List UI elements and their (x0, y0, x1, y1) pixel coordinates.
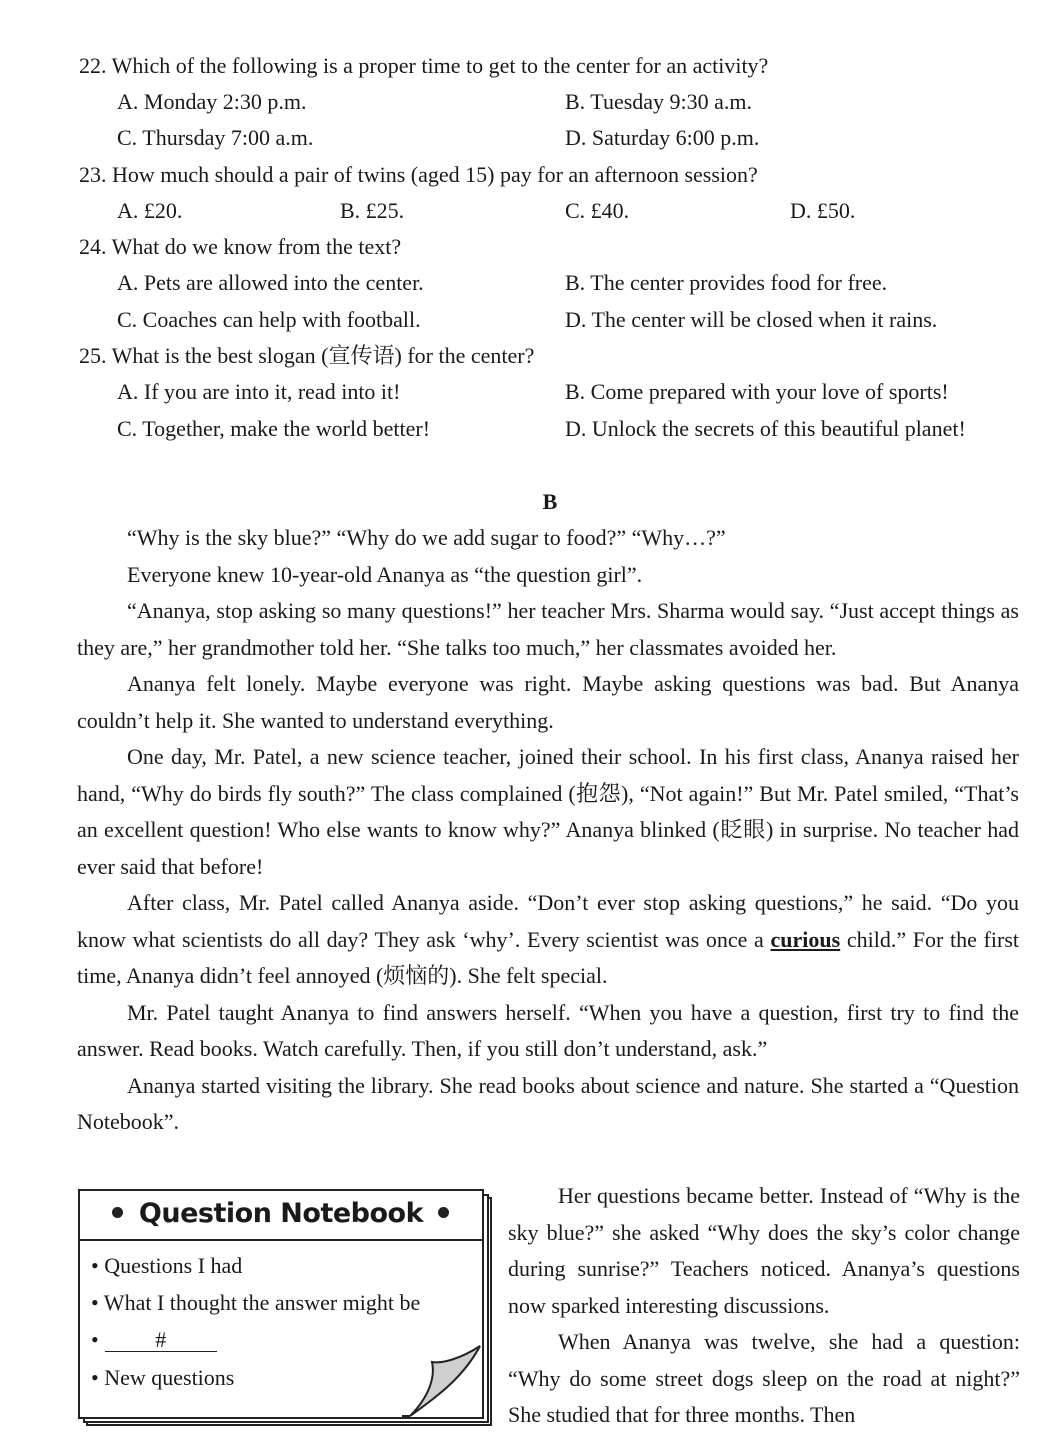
paragraph: Her questions became better. Instead of “Why is the sky blue?” she asked “Why does the sky’s color change during sunrise?” Teachers noticed. Ananya’s questions now sparked interesting discussions. (508, 1183, 1020, 1318)
paragraph: One day, Mr. Patel, a new science teacher, joined their school. In his first class, Ananya raised her hand, “Why do birds fly south?” The class complained (抱怨), “Not again!” But Mr. Patel smiled, “That’s an excellent question! Who else wants to know why?” Ananya blinked (眨眼) in surprise. No teacher had ever said that before! (77, 744, 1019, 879)
paragraph: Mr. Patel taught Ananya to find answers herself. “When you have a question, first try to find the answer. Read books. Watch carefully. Then, if you still don’t understand, ask.” (77, 999, 1019, 1061)
paragraph (77, 885, 1019, 995)
option-22b: B. Tuesday 9:30 a.m. (565, 89, 753, 114)
question-25: 25. What is the best slogan (宣传语) for the center? (79, 343, 535, 368)
option-23d: D. £50. (790, 198, 856, 223)
section-heading: B (542, 489, 558, 514)
question-22: 22. Which of the following is a proper time to get to the center for an activity? (79, 53, 769, 78)
paragraph: “Why is the sky blue?” “Why do we add sugar to food?” “Why…?” (127, 525, 726, 550)
option-22a: A. Monday 2:30 p.m. (117, 89, 307, 114)
option-24c: C. Coaches can help with football. (117, 307, 421, 332)
paragraph: “Ananya, stop asking so many questions!” her teacher Mrs. Sharma would say. “Just accept things as they are,” her grandmother told her. “She talks too much,” her classmates avoided her. (77, 598, 1019, 660)
option-22d: D. Saturday 6:00 p.m. (565, 125, 760, 150)
notebook-item: • What I thought the answer might be (91, 1290, 421, 1315)
question-24: 24. What do we know from the text? (79, 234, 402, 259)
option-24a: A. Pets are allowed into the center. (117, 270, 424, 295)
option-23a: A. £20. (117, 198, 183, 223)
paragraph-text: After class, Mr. Patel called Ananya aside. “Don’t ever stop asking questions,” he said. “Do you know what scientists do all day? They ask ‘why’. Every scientist was once a (77, 890, 1019, 952)
option-25d: D. Unlock the secrets of this beautiful planet! (565, 416, 966, 441)
notebook-item: • New questions (91, 1365, 235, 1390)
page-curl-icon (402, 1340, 488, 1420)
option-24d: D. The center will be closed when it rains. (565, 307, 938, 332)
option-23b: B. £25. (340, 198, 405, 223)
underlined-word: curious (770, 926, 841, 952)
notebook-title: Question Notebook (138, 1198, 424, 1229)
option-22c: C. Thursday 7:00 a.m. (117, 125, 314, 150)
option-25c: C. Together, make the world better! (117, 416, 431, 441)
paragraph: When Ananya was twelve, she had a question: “Why do some street dogs sleep on the road at night?” She studied that for three months. Then (508, 1329, 1020, 1427)
option-25a: A. If you are into it, read into it! (117, 379, 401, 404)
answer-blank: # (105, 1329, 217, 1352)
paragraph: Ananya started visiting the library. She read books about science and nature. She started a “Question Notebook”. (77, 1072, 1019, 1134)
paragraph: Ananya felt lonely. Maybe everyone was right. Maybe asking questions was bad. But Ananya couldn’t help it. She wanted to understand everything. (77, 671, 1019, 733)
notebook-bullet: • (91, 1327, 99, 1352)
paragraph-text: child.” For the first time, Ananya didn’t feel annoyed (烦恼的). She felt special. (77, 926, 1019, 988)
notebook-item: • Questions I had (91, 1253, 243, 1278)
passage-body (77, 520, 1019, 1141)
option-24b: B. The center provides food for free. (565, 270, 888, 295)
option-23c: C. £40. (565, 198, 630, 223)
bullet-icon (438, 1207, 449, 1218)
notebook-header (80, 1191, 482, 1241)
notebook-item (91, 1322, 217, 1359)
passage-continued (508, 1178, 1020, 1434)
option-25b: B. Come prepared with your love of sports! (565, 379, 949, 404)
paragraph: Everyone knew 10-year-old Ananya as “the question girl”. (127, 561, 643, 587)
question-23: 23. How much should a pair of twins (aged 15) pay for an afternoon session? (79, 162, 758, 187)
